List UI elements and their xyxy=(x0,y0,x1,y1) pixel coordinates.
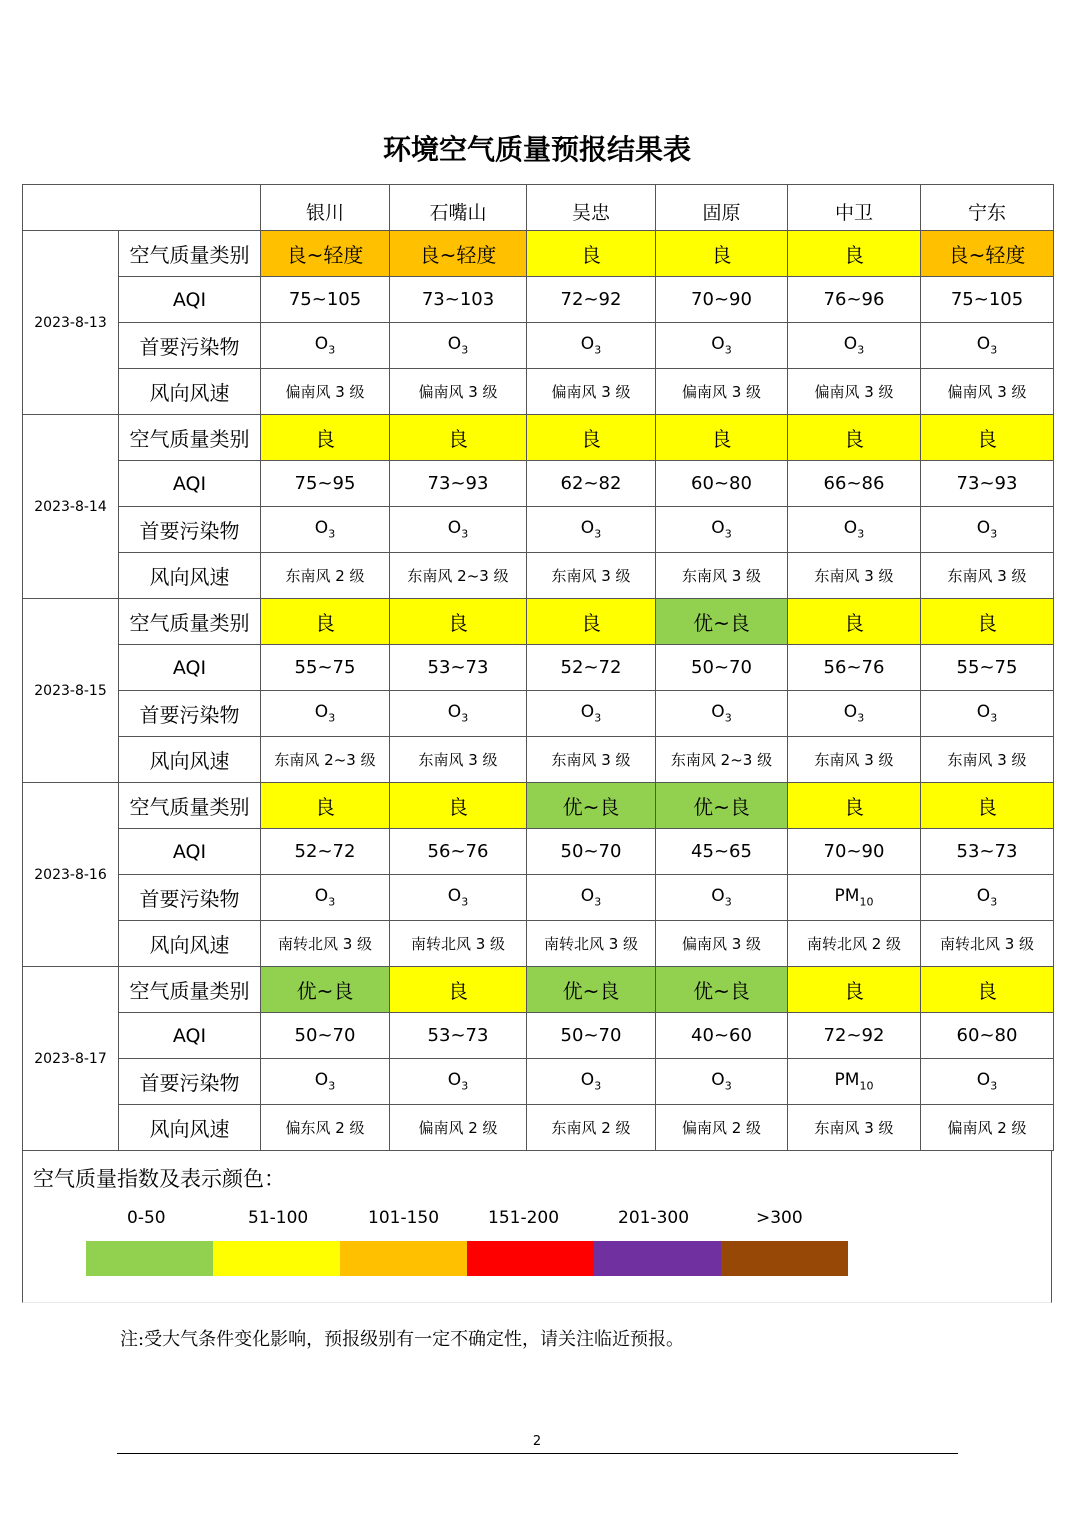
aqi-cell: 56~76 xyxy=(390,829,527,875)
pollutant-cell xyxy=(656,875,788,921)
pollutant-name: PM xyxy=(834,1070,860,1091)
aqi-cell: 50~70 xyxy=(656,645,788,691)
pollutant-cell xyxy=(921,1059,1054,1105)
pollutant-name: O xyxy=(314,702,329,723)
pollutant-cell xyxy=(527,691,656,737)
footer-divider xyxy=(117,1453,958,1454)
category-cell: 良 xyxy=(261,599,390,645)
category-cell: 优~良 xyxy=(656,599,788,645)
row-category xyxy=(23,231,1054,277)
row-wind xyxy=(23,1105,1054,1151)
category-cell: 良 xyxy=(390,415,527,461)
pollutant-subscript: 3 xyxy=(724,1079,732,1093)
row-category xyxy=(23,967,1054,1013)
row-label: AQI xyxy=(119,1013,261,1059)
pollutant-subscript: 3 xyxy=(594,343,602,357)
wind-cell: 东南风 3 级 xyxy=(921,737,1054,783)
row-label: 空气质量类别 xyxy=(119,415,261,461)
aqi-cell: 73~93 xyxy=(390,461,527,507)
wind-cell: 东南风 3 级 xyxy=(788,1105,921,1151)
pollutant-cell xyxy=(390,691,527,737)
pollutant-name: O xyxy=(580,702,595,723)
pollutant-cell xyxy=(656,1059,788,1105)
aqi-cell: 52~72 xyxy=(527,645,656,691)
row-wind xyxy=(23,737,1054,783)
pollutant-subscript: 3 xyxy=(594,527,602,541)
wind-cell: 偏东风 2 级 xyxy=(261,1105,390,1151)
wind-cell: 东南风 3 级 xyxy=(788,737,921,783)
aqi-cell: 50~70 xyxy=(527,1013,656,1059)
category-cell: 良 xyxy=(390,967,527,1013)
city-header: 银川 xyxy=(261,185,390,231)
pollutant-subscript: 3 xyxy=(990,527,998,541)
category-cell: 良 xyxy=(527,415,656,461)
pollutant-subscript: 10 xyxy=(859,895,874,909)
wind-cell: 偏南风 3 级 xyxy=(788,369,921,415)
aqi-cell: 73~93 xyxy=(921,461,1054,507)
legend-title: 空气质量指数及表示颜色： xyxy=(33,1167,285,1191)
aqi-cell: 72~92 xyxy=(527,277,656,323)
aqi-cell: 53~73 xyxy=(390,1013,527,1059)
legend-range-label: 101-150 xyxy=(368,1208,440,1228)
category-cell: 良 xyxy=(921,415,1054,461)
pollutant-name: O xyxy=(447,886,462,907)
pollutant-subscript: 3 xyxy=(461,895,469,909)
legend-swatch xyxy=(340,1241,467,1276)
wind-cell: 偏南风 3 级 xyxy=(527,369,656,415)
pollutant-name: O xyxy=(843,702,858,723)
row-wind xyxy=(23,921,1054,967)
pollutant-subscript: 3 xyxy=(990,711,998,725)
header-corner-cell xyxy=(23,185,261,231)
header-row xyxy=(23,185,1054,231)
aqi-cell: 72~92 xyxy=(788,1013,921,1059)
category-cell: 良 xyxy=(656,231,788,277)
wind-cell: 东南风 2~3 级 xyxy=(656,737,788,783)
pollutant-subscript: 3 xyxy=(594,711,602,725)
pollutant-name: O xyxy=(711,334,725,355)
pollutant-cell xyxy=(261,507,390,553)
pollutant-cell xyxy=(788,875,921,921)
wind-cell: 偏南风 2 级 xyxy=(390,1105,527,1151)
pollutant-subscript: 3 xyxy=(594,1079,602,1093)
pollutant-cell xyxy=(390,507,527,553)
row-pollutant xyxy=(23,323,1054,369)
category-cell: 良 xyxy=(261,415,390,461)
category-cell: 良 xyxy=(788,783,921,829)
pollutant-subscript: 3 xyxy=(724,895,732,909)
pollutant-name: O xyxy=(843,518,858,539)
category-cell: 良~轻度 xyxy=(390,231,527,277)
aqi-cell: 75~105 xyxy=(261,277,390,323)
category-cell: 良 xyxy=(921,783,1054,829)
pollutant-name: O xyxy=(314,1070,329,1091)
pollutant-cell xyxy=(921,875,1054,921)
pollutant-cell xyxy=(390,323,527,369)
wind-cell: 偏南风 3 级 xyxy=(261,369,390,415)
pollutant-subscript: 3 xyxy=(857,343,865,357)
pollutant-subscript: 3 xyxy=(724,343,732,357)
pollutant-cell xyxy=(527,1059,656,1105)
pollutant-cell xyxy=(261,691,390,737)
legend-swatch xyxy=(86,1241,213,1276)
category-cell: 良 xyxy=(261,783,390,829)
pollutant-subscript: 3 xyxy=(328,527,336,541)
pollutant-cell xyxy=(788,323,921,369)
pollutant-cell xyxy=(921,323,1054,369)
pollutant-name: O xyxy=(976,518,991,539)
wind-cell: 南转北风 3 级 xyxy=(527,921,656,967)
row-label: 风向风速 xyxy=(119,737,261,783)
wind-cell: 偏南风 3 级 xyxy=(921,369,1054,415)
pollutant-name: O xyxy=(580,334,595,355)
category-cell: 良~轻度 xyxy=(261,231,390,277)
wind-cell: 偏南风 3 级 xyxy=(390,369,527,415)
row-label: AQI xyxy=(119,829,261,875)
pollutant-subscript: 3 xyxy=(461,711,469,725)
pollutant-subscript: 3 xyxy=(461,527,469,541)
wind-cell: 南转北风 2 级 xyxy=(788,921,921,967)
city-header: 固原 xyxy=(656,185,788,231)
date-cell: 2023-8-14 xyxy=(23,415,119,599)
pollutant-cell xyxy=(656,507,788,553)
pollutant-cell xyxy=(921,691,1054,737)
date-cell: 2023-8-16 xyxy=(23,783,119,967)
wind-cell: 东南风 2~3 级 xyxy=(390,553,527,599)
wind-cell: 东南风 2 级 xyxy=(261,553,390,599)
aqi-cell: 73~103 xyxy=(390,277,527,323)
pollutant-name: O xyxy=(314,334,329,355)
aqi-cell: 56~76 xyxy=(788,645,921,691)
aqi-cell: 62~82 xyxy=(527,461,656,507)
pollutant-cell xyxy=(788,507,921,553)
aqi-cell: 75~105 xyxy=(921,277,1054,323)
row-category xyxy=(23,599,1054,645)
date-cell: 2023-8-13 xyxy=(23,231,119,415)
category-cell: 良 xyxy=(656,415,788,461)
aqi-cell: 75~95 xyxy=(261,461,390,507)
aqi-cell: 50~70 xyxy=(261,1013,390,1059)
row-label: 首要污染物 xyxy=(119,875,261,921)
row-label: 风向风速 xyxy=(119,553,261,599)
forecast-table xyxy=(22,184,1054,1151)
row-label: AQI xyxy=(119,461,261,507)
pollutant-subscript: 3 xyxy=(724,527,732,541)
aqi-cell: 70~90 xyxy=(656,277,788,323)
city-header: 石嘴山 xyxy=(390,185,527,231)
aqi-cell: 52~72 xyxy=(261,829,390,875)
city-header: 宁东 xyxy=(921,185,1054,231)
legend-color-bar xyxy=(86,1241,848,1276)
pollutant-subscript: 3 xyxy=(990,1079,998,1093)
row-aqi xyxy=(23,277,1054,323)
row-label: 首要污染物 xyxy=(119,507,261,553)
category-cell: 优~良 xyxy=(656,783,788,829)
wind-cell: 偏南风 2 级 xyxy=(921,1105,1054,1151)
pollutant-name: O xyxy=(314,518,329,539)
aqi-cell: 55~75 xyxy=(921,645,1054,691)
category-cell: 优~良 xyxy=(527,783,656,829)
category-cell: 良 xyxy=(788,415,921,461)
disclaimer-note: 注:受大气条件变化影响，预报级别有一定不确定性，请关注临近预报。 xyxy=(120,1329,685,1350)
aqi-color-legend xyxy=(22,1151,1052,1303)
pollutant-subscript: 3 xyxy=(328,711,336,725)
wind-cell: 偏南风 3 级 xyxy=(656,369,788,415)
pollutant-subscript: 3 xyxy=(328,1079,336,1093)
pollutant-subscript: 3 xyxy=(857,711,865,725)
pollutant-cell xyxy=(656,691,788,737)
row-pollutant xyxy=(23,1059,1054,1105)
row-pollutant xyxy=(23,507,1054,553)
row-aqi xyxy=(23,645,1054,691)
row-label: AQI xyxy=(119,645,261,691)
wind-cell: 偏南风 3 级 xyxy=(656,921,788,967)
pollutant-name: PM xyxy=(834,886,860,907)
aqi-cell: 66~86 xyxy=(788,461,921,507)
pollutant-name: O xyxy=(976,334,991,355)
aqi-cell: 53~73 xyxy=(921,829,1054,875)
row-aqi xyxy=(23,461,1054,507)
pollutant-cell xyxy=(390,875,527,921)
row-label: 风向风速 xyxy=(119,921,261,967)
date-cell: 2023-8-15 xyxy=(23,599,119,783)
aqi-cell: 53~73 xyxy=(390,645,527,691)
pollutant-subscript: 3 xyxy=(328,895,336,909)
wind-cell: 东南风 2~3 级 xyxy=(261,737,390,783)
category-cell: 良~轻度 xyxy=(921,231,1054,277)
row-label: 风向风速 xyxy=(119,369,261,415)
pollutant-cell xyxy=(921,507,1054,553)
pollutant-cell xyxy=(788,691,921,737)
row-label: 空气质量类别 xyxy=(119,599,261,645)
row-label: 风向风速 xyxy=(119,1105,261,1151)
pollutant-name: O xyxy=(976,886,991,907)
city-header: 中卫 xyxy=(788,185,921,231)
pollutant-name: O xyxy=(447,1070,462,1091)
pollutant-name: O xyxy=(711,702,725,723)
pollutant-subscript: 3 xyxy=(857,527,865,541)
pollutant-name: O xyxy=(447,518,462,539)
row-pollutant xyxy=(23,691,1054,737)
category-cell: 良 xyxy=(788,231,921,277)
legend-swatch xyxy=(721,1241,848,1276)
category-cell: 优~良 xyxy=(261,967,390,1013)
pollutant-cell xyxy=(390,1059,527,1105)
aqi-cell: 45~65 xyxy=(656,829,788,875)
row-aqi xyxy=(23,1013,1054,1059)
row-pollutant xyxy=(23,875,1054,921)
wind-cell: 南转北风 3 级 xyxy=(921,921,1054,967)
legend-range-label: >300 xyxy=(756,1208,803,1228)
pollutant-subscript: 3 xyxy=(990,343,998,357)
pollutant-name: O xyxy=(711,1070,725,1091)
category-cell: 优~良 xyxy=(656,967,788,1013)
pollutant-cell xyxy=(527,875,656,921)
pollutant-subscript: 3 xyxy=(461,343,469,357)
row-aqi xyxy=(23,829,1054,875)
wind-cell: 东南风 3 级 xyxy=(921,553,1054,599)
row-label: 空气质量类别 xyxy=(119,967,261,1013)
aqi-cell: 60~80 xyxy=(656,461,788,507)
pollutant-subscript: 3 xyxy=(594,895,602,909)
pollutant-cell xyxy=(261,875,390,921)
pollutant-name: O xyxy=(711,518,725,539)
pollutant-name: O xyxy=(314,886,329,907)
pollutant-subscript: 3 xyxy=(461,1079,469,1093)
row-label: 首要污染物 xyxy=(119,1059,261,1105)
pollutant-subscript: 3 xyxy=(328,343,336,357)
pollutant-cell xyxy=(261,323,390,369)
category-cell: 良 xyxy=(390,599,527,645)
pollutant-subscript: 3 xyxy=(990,895,998,909)
row-label: 首要污染物 xyxy=(119,691,261,737)
wind-cell: 偏南风 2 级 xyxy=(656,1105,788,1151)
category-cell: 良 xyxy=(390,783,527,829)
page-number: 2 xyxy=(532,1434,542,1449)
pollutant-cell xyxy=(527,323,656,369)
pollutant-subscript: 10 xyxy=(859,1079,874,1093)
pollutant-name: O xyxy=(711,886,725,907)
wind-cell: 东南风 3 级 xyxy=(527,737,656,783)
pollutant-name: O xyxy=(976,1070,991,1091)
pollutant-name: O xyxy=(580,886,595,907)
aqi-cell: 50~70 xyxy=(527,829,656,875)
row-label: 首要污染物 xyxy=(119,323,261,369)
pollutant-name: O xyxy=(843,334,858,355)
legend-range-label: 0-50 xyxy=(127,1208,166,1228)
legend-range-label: 201-300 xyxy=(618,1208,690,1228)
category-cell: 良 xyxy=(788,967,921,1013)
pollutant-cell xyxy=(261,1059,390,1105)
date-cell: 2023-8-17 xyxy=(23,967,119,1151)
row-category xyxy=(23,415,1054,461)
row-wind xyxy=(23,553,1054,599)
category-cell: 良 xyxy=(921,967,1054,1013)
row-category xyxy=(23,783,1054,829)
pollutant-cell xyxy=(656,323,788,369)
category-cell: 良 xyxy=(527,231,656,277)
wind-cell: 南转北风 3 级 xyxy=(261,921,390,967)
pollutant-cell xyxy=(527,507,656,553)
row-label: AQI xyxy=(119,277,261,323)
legend-swatch xyxy=(594,1241,721,1276)
wind-cell: 南转北风 3 级 xyxy=(390,921,527,967)
aqi-cell: 60~80 xyxy=(921,1013,1054,1059)
city-header: 吴忠 xyxy=(527,185,656,231)
legend-swatch xyxy=(467,1241,594,1276)
pollutant-name: O xyxy=(447,702,462,723)
wind-cell: 东南风 2 级 xyxy=(527,1105,656,1151)
wind-cell: 东南风 3 级 xyxy=(788,553,921,599)
pollutant-name: O xyxy=(580,1070,595,1091)
pollutant-name: O xyxy=(976,702,991,723)
pollutant-name: O xyxy=(447,334,462,355)
aqi-cell: 76~96 xyxy=(788,277,921,323)
wind-cell: 东南风 3 级 xyxy=(527,553,656,599)
category-cell: 良 xyxy=(527,599,656,645)
row-label: 空气质量类别 xyxy=(119,783,261,829)
pollutant-name: O xyxy=(580,518,595,539)
page-title: 环境空气质量预报结果表 xyxy=(382,133,691,166)
legend-range-label: 51-100 xyxy=(248,1208,309,1228)
pollutant-cell xyxy=(788,1059,921,1105)
wind-cell: 东南风 3 级 xyxy=(656,553,788,599)
aqi-cell: 40~60 xyxy=(656,1013,788,1059)
category-cell: 优~良 xyxy=(527,967,656,1013)
category-cell: 良 xyxy=(788,599,921,645)
category-cell: 良 xyxy=(921,599,1054,645)
row-wind xyxy=(23,369,1054,415)
pollutant-subscript: 3 xyxy=(724,711,732,725)
aqi-cell: 55~75 xyxy=(261,645,390,691)
row-label: 空气质量类别 xyxy=(119,231,261,277)
wind-cell: 东南风 3 级 xyxy=(390,737,527,783)
aqi-cell: 70~90 xyxy=(788,829,921,875)
legend-swatch xyxy=(213,1241,340,1276)
legend-range-label: 151-200 xyxy=(488,1208,560,1228)
